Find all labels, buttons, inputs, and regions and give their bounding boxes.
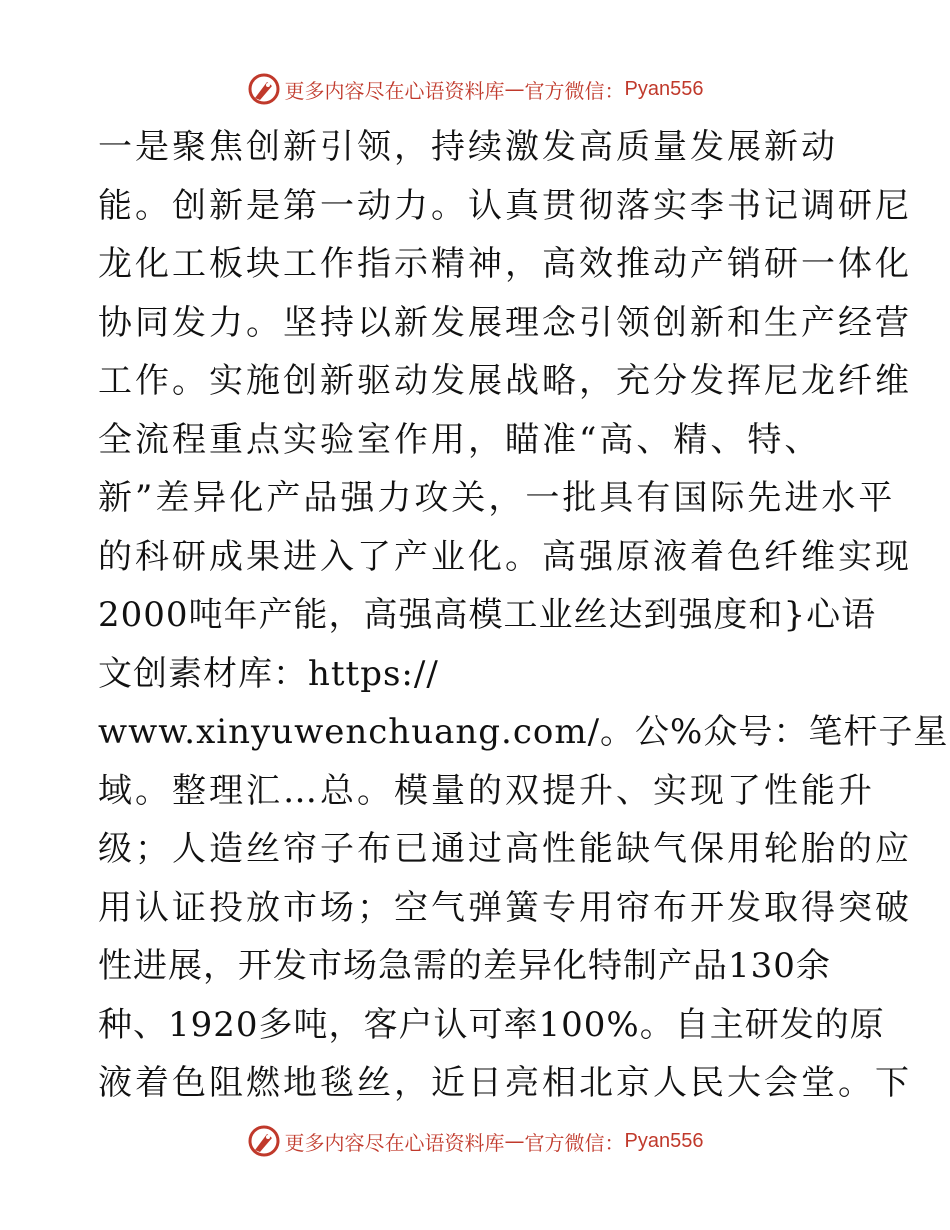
banner-official-label: 官方微信： bbox=[524, 78, 625, 103]
banner-brand-text: 更多内容尽在心语资料库 bbox=[284, 78, 505, 103]
text-line: www.xinyuwenchuang.com/。公%众号：笔杆子星 bbox=[98, 712, 949, 752]
pen-nib-circle-icon bbox=[247, 72, 281, 106]
banner-separator: — bbox=[504, 77, 525, 101]
text-line: 能。创新是第一动力。认真贯彻落实李书记调研尼 bbox=[98, 185, 912, 226]
text-line: 新”差异化产品强力攻关，一批具有国际先进水平 bbox=[98, 478, 896, 518]
banner-wechat-handle: Pyan556 bbox=[624, 77, 704, 100]
banner-separator: — bbox=[504, 1129, 525, 1153]
text-line: 域。整理汇…总。模量的双提升、实现了性能升 bbox=[98, 770, 875, 811]
text-line: 的科研成果进入了产业化。高强原液着色纤维实现 bbox=[98, 536, 912, 577]
pen-nib-circle-icon bbox=[247, 1124, 281, 1158]
header-banner bbox=[0, 72, 950, 106]
text-line: 龙化工板块工作指示精神，高效推动产销研一体化 bbox=[98, 244, 912, 284]
text-line: 2000吨年产能，高强高模工业丝达到强度和}心语 bbox=[98, 595, 877, 635]
text-line: 种、1920多吨，客户认可率100%。自主研发的原 bbox=[98, 1004, 885, 1045]
text-line: 协同发力。坚持以新发展理念引领创新和生产经营 bbox=[98, 302, 912, 343]
text-line: 全流程重点实验室作用，瞄准“高、精、特、 bbox=[98, 419, 822, 460]
banner-official-label: 官方微信： bbox=[524, 1130, 625, 1155]
document-body bbox=[98, 118, 949, 1113]
banner-wechat-handle: Pyan556 bbox=[624, 1129, 704, 1152]
text-line: 级；人造丝帘子布已通过高性能缺气保用轮胎的应 bbox=[98, 829, 912, 869]
banner-brand-text: 更多内容尽在心语资料库 bbox=[284, 1130, 505, 1155]
text-line: 文创素材库：https:// bbox=[98, 653, 439, 694]
footer-banner bbox=[0, 1124, 950, 1158]
text-line: 性进展，开发市场急需的差异化特制产品130余 bbox=[98, 946, 831, 986]
text-line: 用认证投放市场；空气弹簧专用帘布开发取得突破 bbox=[98, 887, 912, 928]
text-line: 一是聚焦创新引领，持续激发高质量发展新动 bbox=[98, 127, 838, 167]
text-line: 液着色阻燃地毯丝，近日亮相北京人民大会堂。下 bbox=[98, 1063, 912, 1103]
text-line: 工作。实施创新驱动发展战略，充分发挥尼龙纤维 bbox=[98, 361, 912, 401]
